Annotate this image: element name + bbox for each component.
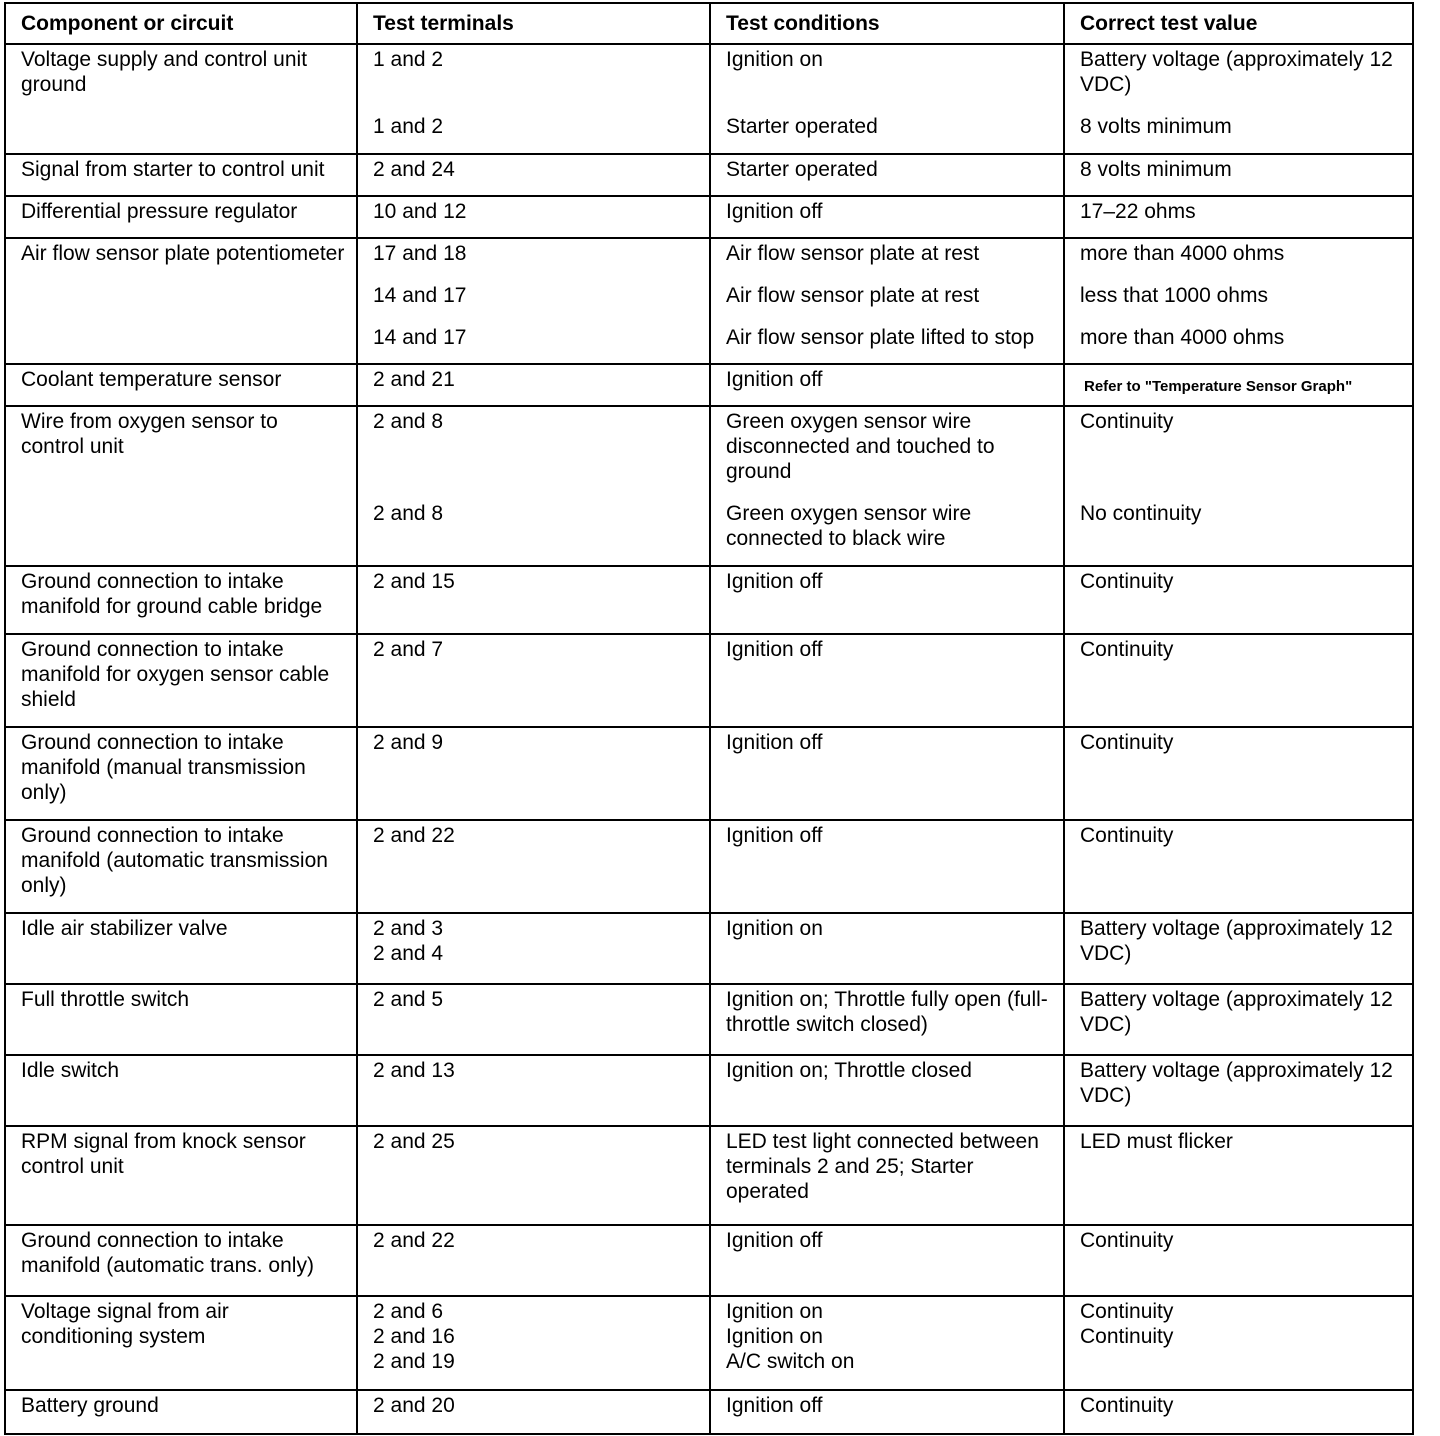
conditions-text: Starter operated: [726, 115, 878, 138]
table-row: [5, 984, 1413, 1055]
table-row: [5, 154, 1413, 196]
conditions-cell: Ignition on; Throttle fully open (full-throttle switch closed): [710, 984, 1064, 1055]
value-cell: Continuity: [1064, 727, 1413, 820]
value-text: Refer to "Temperature Sensor Graph": [1084, 378, 1353, 395]
table-row: [5, 406, 1413, 566]
value-cell: Continuity: [1064, 1225, 1413, 1296]
table-row: [5, 196, 1413, 238]
table-row: [5, 1055, 1413, 1126]
terminals-text: 14 and 17: [373, 326, 467, 349]
component-cell: Ground connection to intake manifold (automatic trans. only): [5, 1225, 357, 1296]
table-row: [5, 1126, 1413, 1225]
value-text: No continuity: [1080, 502, 1202, 525]
value-cell: 17–22 ohms: [1064, 196, 1413, 238]
terminals-cell: 2 and 21: [357, 364, 710, 406]
component-cell: Voltage signal from air conditioning system: [5, 1296, 357, 1390]
value-cell: [1064, 44, 1413, 154]
table-row: [5, 634, 1413, 727]
terminals-cell: [357, 238, 710, 364]
conditions-cell: Starter operated: [710, 154, 1064, 196]
conditions-text: Ignition on: [726, 48, 823, 71]
conditions-text: Air flow sensor plate at rest: [726, 284, 980, 307]
component-cell: Full throttle switch: [5, 984, 357, 1055]
component-cell: Idle switch: [5, 1055, 357, 1126]
terminals-cell: 2 and 9: [357, 727, 710, 820]
conditions-text: Air flow sensor plate at rest: [726, 242, 980, 265]
component-cell: Ground connection to intake manifold (automatic transmission only): [5, 820, 357, 913]
component-cell: Coolant temperature sensor: [5, 364, 357, 406]
terminals-text: 2 and 3: [373, 917, 444, 940]
value-cell: Battery voltage (approximately 12 VDC): [1064, 984, 1413, 1055]
conditions-cell: Ignition off: [710, 727, 1064, 820]
terminals-cell: [357, 913, 710, 984]
conditions-text: Ignition on: [726, 1325, 823, 1348]
terminals-text: 2 and 8: [373, 410, 444, 433]
conditions-cell: [710, 238, 1064, 364]
value-cell: Battery voltage (approximately 12 VDC): [1064, 913, 1413, 984]
conditions-text: Air flow sensor plate lifted to stop: [726, 326, 1035, 349]
component-cell: Ground connection to intake manifold for ground cable bridge: [5, 566, 357, 634]
terminals-cell: 2 and 5: [357, 984, 710, 1055]
conditions-text: A/C switch on: [726, 1350, 855, 1373]
value-text: more than 4000 ohms: [1080, 242, 1285, 265]
table-row: [5, 1296, 1413, 1390]
conditions-cell: Ignition off: [710, 634, 1064, 727]
test-table: [4, 2, 1414, 1435]
component-cell: Ground connection to intake manifold for oxygen sensor cable shield: [5, 634, 357, 727]
terminals-cell: [357, 44, 710, 154]
terminals-cell: 2 and 13: [357, 1055, 710, 1126]
value-cell: [1064, 238, 1413, 364]
component-cell: Signal from starter to control unit: [5, 154, 357, 196]
component-cell: Wire from oxygen sensor to control unit: [5, 406, 357, 566]
conditions-cell: [710, 406, 1064, 566]
conditions-cell: Ignition off: [710, 364, 1064, 406]
conditions-text: Green oxygen sensor wire disconnected and touched to ground: [726, 410, 995, 483]
table-row: [5, 727, 1413, 820]
table-row: [5, 820, 1413, 913]
value-text: 8 volts minimum: [1080, 115, 1232, 138]
value-cell: [1064, 1296, 1413, 1390]
component-cell: Idle air stabilizer valve: [5, 913, 357, 984]
conditions-cell: LED test light connected between terminals 2 and 25; Starter operated: [710, 1126, 1064, 1225]
value-text: Continuity: [1080, 410, 1174, 433]
component-cell: Ground connection to intake manifold (manual transmission only): [5, 727, 357, 820]
value-cell: [1064, 406, 1413, 566]
value-text: Continuity: [1080, 1300, 1174, 1323]
terminals-cell: 2 and 20: [357, 1390, 710, 1434]
terminals-cell: 2 and 22: [357, 820, 710, 913]
value-text: more than 4000 ohms: [1080, 326, 1285, 349]
table-row: [5, 1390, 1413, 1434]
value-cell: Battery voltage (approximately 12 VDC): [1064, 1055, 1413, 1126]
terminals-cell: 2 and 25: [357, 1126, 710, 1225]
component-cell: Differential pressure regulator: [5, 196, 357, 238]
conditions-cell: [710, 44, 1064, 154]
table-row: [5, 566, 1413, 634]
terminals-text: 17 and 18: [373, 242, 467, 265]
terminals-text: 2 and 4: [373, 942, 444, 965]
terminals-text: 2 and 8: [373, 502, 444, 525]
terminals-cell: [357, 406, 710, 566]
value-cell: Continuity: [1064, 566, 1413, 634]
value-cell: LED must flicker: [1064, 1126, 1413, 1225]
conditions-cell: Ignition off: [710, 196, 1064, 238]
conditions-cell: Ignition off: [710, 1390, 1064, 1434]
header-value: Correct test value: [1064, 3, 1413, 44]
header-component: Component or circuit: [5, 3, 357, 44]
terminals-cell: 10 and 12: [357, 196, 710, 238]
value-text: Battery voltage (approximately 12 VDC): [1080, 48, 1393, 96]
value-cell: [1064, 364, 1413, 406]
component-cell: RPM signal from knock sensor control unit: [5, 1126, 357, 1225]
terminals-text: 2 and 6: [373, 1300, 444, 1323]
header-row: [5, 3, 1413, 44]
conditions-cell: Ignition off: [710, 566, 1064, 634]
conditions-text: Ignition on: [726, 1300, 823, 1323]
table-row: [5, 238, 1413, 364]
table-row: [5, 364, 1413, 406]
component-cell: Voltage supply and control unit ground: [5, 44, 357, 154]
table-row: [5, 1225, 1413, 1296]
value-cell: 8 volts minimum: [1064, 154, 1413, 196]
terminals-text: 1 and 2: [373, 115, 444, 138]
value-cell: Continuity: [1064, 1390, 1413, 1434]
component-cell: Battery ground: [5, 1390, 357, 1434]
terminals-text: 2 and 16: [373, 1325, 455, 1348]
header-conditions: Test conditions: [710, 3, 1064, 44]
value-cell: Continuity: [1064, 820, 1413, 913]
terminals-cell: 2 and 24: [357, 154, 710, 196]
terminals-cell: 2 and 22: [357, 1225, 710, 1296]
conditions-cell: Ignition on; Throttle closed: [710, 1055, 1064, 1126]
conditions-cell: Ignition off: [710, 1225, 1064, 1296]
conditions-cell: [710, 1296, 1064, 1390]
conditions-text: Green oxygen sensor wire connected to black wire: [726, 502, 972, 550]
conditions-cell: Ignition on: [710, 913, 1064, 984]
component-cell: Air flow sensor plate potentiometer: [5, 238, 357, 364]
terminals-text: 14 and 17: [373, 284, 467, 307]
table-row: [5, 913, 1413, 984]
conditions-cell: Ignition off: [710, 820, 1064, 913]
terminals-cell: [357, 1296, 710, 1390]
terminals-cell: 2 and 7: [357, 634, 710, 727]
value-text: less that 1000 ohms: [1080, 284, 1268, 307]
terminals-text: 1 and 2: [373, 48, 444, 71]
header-terminals: Test terminals: [357, 3, 710, 44]
terminals-text: 2 and 19: [373, 1350, 455, 1373]
value-text: Continuity: [1080, 1325, 1174, 1348]
terminals-cell: 2 and 15: [357, 566, 710, 634]
value-cell: Continuity: [1064, 634, 1413, 727]
table-row: [5, 44, 1413, 154]
